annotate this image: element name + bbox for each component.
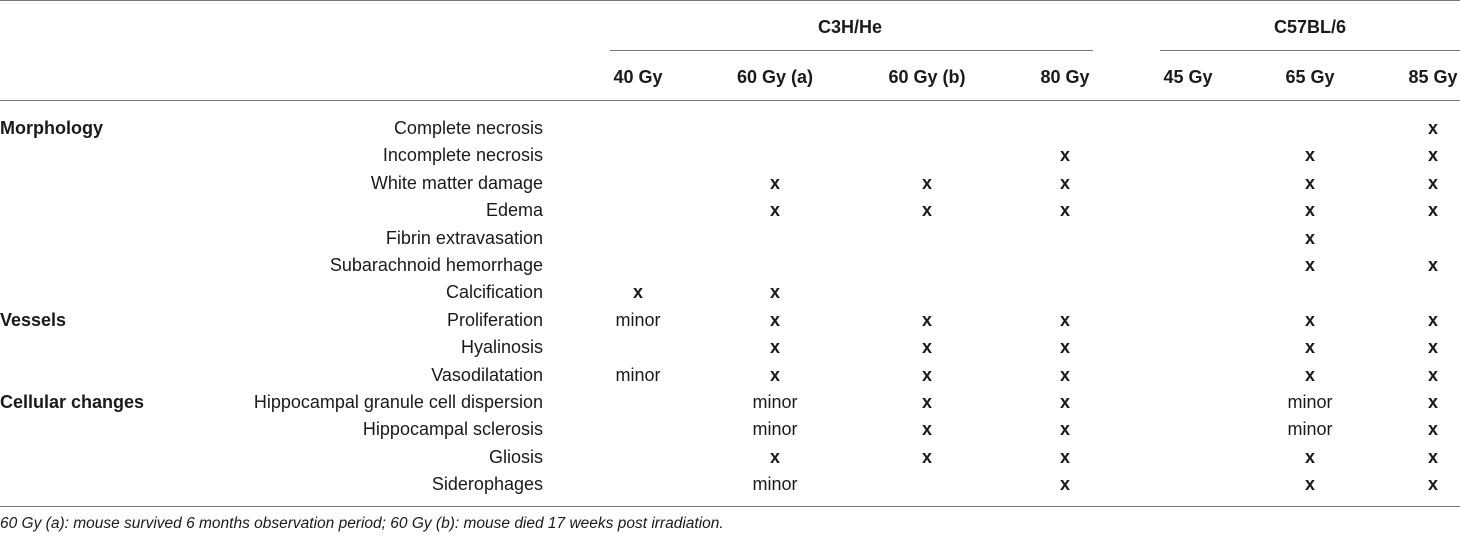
table-cell: x (1304, 446, 1316, 467)
table-cell: x (769, 337, 781, 358)
table-cell: minor (752, 392, 798, 412)
section-label: Vessels (0, 309, 67, 330)
column-header: 80 Gy (1040, 67, 1090, 87)
section-label: Cellular changes (0, 392, 145, 412)
row-label: Calcification (445, 282, 543, 303)
table-cell: x (632, 282, 644, 303)
table-cell: x (1427, 337, 1439, 358)
column-header: 60 Gy (b) (888, 67, 966, 87)
table-cell: x (1059, 337, 1071, 358)
table-cell: x (1304, 364, 1316, 385)
table-cell: x (1059, 145, 1071, 166)
table-cell: x (1427, 419, 1439, 440)
row-label: Hippocampal sclerosis (362, 419, 543, 440)
column-header: 40 Gy (613, 67, 663, 87)
section-label: Morphology (0, 118, 103, 138)
table-cell: x (1059, 172, 1071, 193)
table-cell: x (1427, 474, 1439, 495)
table-cell: x (1427, 364, 1439, 385)
table-cell: x (1304, 337, 1316, 358)
row-label: Proliferation (446, 309, 543, 330)
table-cell: x (1304, 309, 1316, 330)
table-cell: x (921, 200, 933, 221)
table-cell: x (921, 172, 933, 193)
table-cell: x (769, 446, 781, 467)
table-cell: x (921, 364, 933, 385)
table-cell: x (1059, 474, 1071, 495)
row-label: Incomplete necrosis (382, 145, 543, 166)
table-top-rule (0, 0, 1460, 1)
table-cell: minor (752, 419, 798, 440)
table-cell: x (1427, 200, 1439, 221)
table-cell: minor (1287, 392, 1333, 412)
table-cell: x (921, 446, 933, 467)
table-cell: x (769, 172, 781, 193)
row-label: Fibrin extravasation (385, 227, 543, 248)
table-cell: x (1304, 172, 1316, 193)
table-cell: x (1427, 172, 1439, 193)
table-cell: x (769, 200, 781, 221)
table-cell: minor (1287, 419, 1333, 440)
row-label: Vasodilatation (431, 364, 543, 385)
table-cell: x (769, 309, 781, 330)
table-cell: x (1304, 227, 1316, 248)
row-label: Gliosis (488, 446, 543, 467)
table-cell: x (1427, 118, 1439, 138)
row-label: Siderophages (431, 474, 543, 495)
group-underline (1160, 50, 1460, 51)
group-header: C57BL/6 (1273, 17, 1347, 37)
row-label: Subarachnoid hemorrhage (329, 255, 543, 275)
row-label: Hippocampal granule cell dispersion (253, 392, 543, 412)
table-cell: x (921, 419, 933, 440)
table-cell: x (1059, 446, 1071, 467)
column-header: 60 Gy (a) (736, 67, 814, 87)
table-cell: x (1059, 419, 1071, 440)
table-cell: x (1427, 392, 1439, 412)
column-header: 65 Gy (1285, 67, 1335, 87)
row-label: Edema (485, 200, 543, 221)
table-footnote: 60 Gy (a): mouse survived 6 months observation period; 60 Gy (b): mouse died 17 weeks post irradiation. (0, 515, 724, 532)
row-label: Complete necrosis (393, 118, 543, 138)
table-cell: x (921, 392, 933, 412)
table-cell: x (1427, 446, 1439, 467)
row-label: Hyalinosis (460, 337, 543, 358)
table-cell: x (1304, 200, 1316, 221)
table-cell: minor (615, 364, 661, 385)
row-label: White matter damage (370, 172, 543, 193)
table-cell: x (921, 337, 933, 358)
table-cell: x (1059, 364, 1071, 385)
table-cell: x (769, 282, 781, 303)
column-header: 45 Gy (1163, 67, 1213, 87)
table-cell: minor (752, 474, 798, 495)
table-cell: x (1304, 255, 1316, 275)
table-cell: x (1304, 474, 1316, 495)
column-header: 85 Gy (1408, 67, 1458, 87)
table-cell: x (921, 309, 933, 330)
table-cell: x (1427, 309, 1439, 330)
header-bottom-rule (0, 100, 1460, 101)
table-cell: x (1059, 392, 1071, 412)
table-bottom-rule (0, 506, 1460, 507)
table-cell: minor (615, 309, 661, 330)
table-cell: x (1059, 309, 1071, 330)
table-cell: x (1304, 145, 1316, 166)
table-cell: x (1059, 200, 1071, 221)
table-cell: x (1427, 255, 1439, 275)
group-underline (610, 50, 1093, 51)
group-header: C3H/He (817, 17, 883, 37)
table-cell: x (1427, 145, 1439, 166)
table-cell: x (769, 364, 781, 385)
